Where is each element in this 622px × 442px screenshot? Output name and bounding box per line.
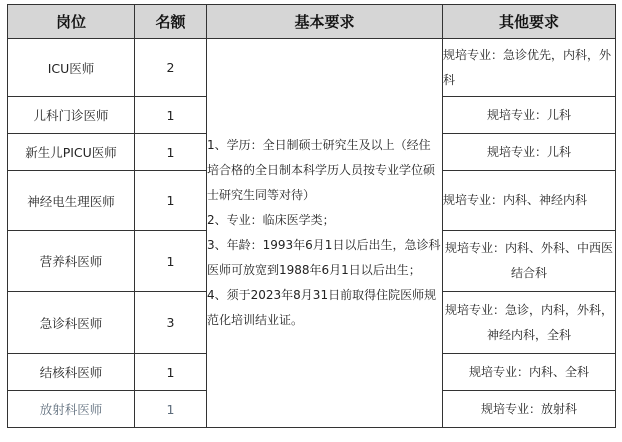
quota-cell: 1: [135, 97, 207, 134]
other-requirement-cell: 规培专业：内科、全科: [443, 354, 616, 391]
header-quota: 名额: [135, 5, 207, 39]
position-cell: 结核科医师: [8, 354, 135, 391]
other-requirement-cell: 规培专业：儿科: [443, 134, 616, 171]
header-basic-requirements: 基本要求: [207, 5, 443, 39]
other-requirement-cell: 规培专业：急诊，内科，外科，神经内科，全科: [443, 292, 616, 354]
requirement-item: 3、年龄：1993年6月1日以后出生，急诊科医师可放宽到1988年6月1日以后出生；: [207, 238, 441, 277]
table-row: [8, 39, 616, 97]
other-requirement-cell: 规培专业：放射科: [443, 391, 616, 428]
other-requirement-cell: 规培专业：儿科: [443, 97, 616, 134]
quota-cell: 3: [135, 292, 207, 354]
other-requirement-cell: 规培专业：急诊优先，内科，外科: [443, 39, 616, 97]
position-cell: 新生儿PICU医师: [8, 134, 135, 171]
quota-cell: 1: [135, 134, 207, 171]
requirement-item: 2、专业：临床医学类；: [207, 213, 335, 227]
position-cell: 急诊科医师: [8, 292, 135, 354]
position-cell: 儿科门诊医师: [8, 97, 135, 134]
other-requirement-cell: 规培专业：内科、外科、中西医结合科: [443, 231, 616, 292]
quota-cell: 1: [135, 231, 207, 292]
quota-cell: 2: [135, 39, 207, 97]
requirement-item: 1、学历：全日制硕士研究生及以上（经住培合格的全日制本科学历人员按专业学位硕士研究生同等对待）: [207, 138, 436, 202]
header-row: [8, 5, 616, 39]
quota-cell: 1: [135, 391, 207, 428]
header-other-requirements: 其他要求: [443, 5, 616, 39]
position-cell: ICU医师: [8, 39, 135, 97]
other-requirement-cell: 规培专业：内科、神经内科: [443, 171, 616, 231]
quota-cell: 1: [135, 171, 207, 231]
requirement-item: 4、须于2023年8月31日前取得住院医师规范化培训结业证。: [207, 288, 437, 327]
position-cell: 神经电生理医师: [8, 171, 135, 231]
position-cell: 营养科医师: [8, 231, 135, 292]
header-position: 岗位: [8, 5, 135, 39]
recruitment-table: [7, 4, 616, 428]
quota-cell: 1: [135, 354, 207, 391]
basic-requirements-cell: [207, 39, 443, 428]
position-cell: 放射科医师: [8, 391, 135, 428]
